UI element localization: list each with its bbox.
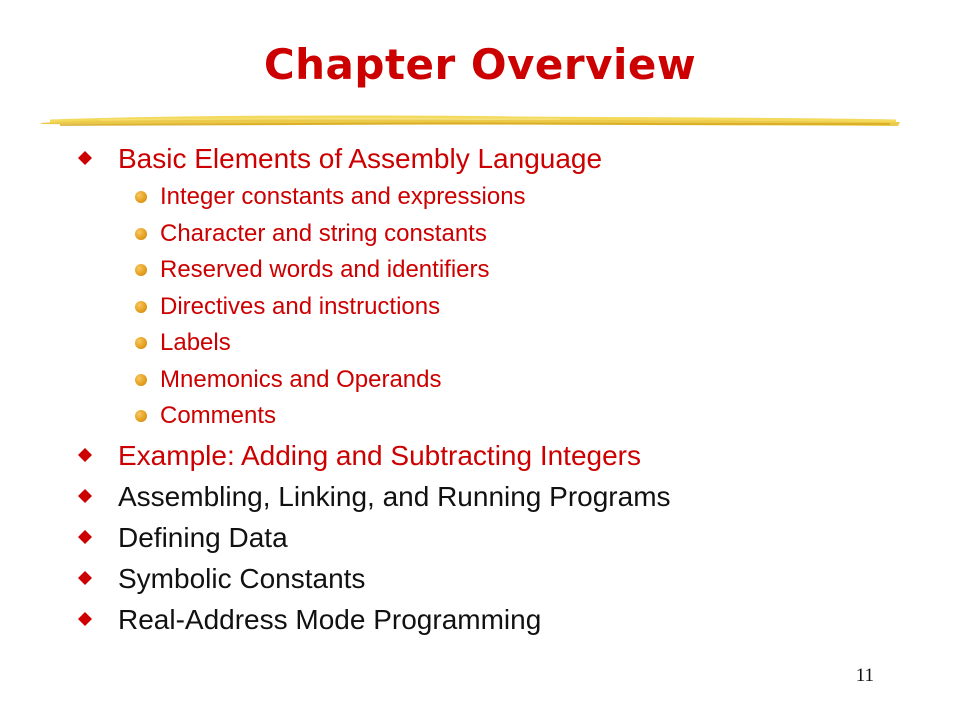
circle-bullet-icon bbox=[135, 264, 147, 276]
sub-item bbox=[78, 398, 938, 435]
outline-item-symbolic-constants bbox=[78, 558, 938, 599]
sub-outline-list bbox=[78, 179, 938, 435]
outline-item-example bbox=[78, 435, 938, 476]
sub-item-text: Labels bbox=[160, 329, 231, 356]
diamond-bullet-icon bbox=[78, 489, 92, 503]
sub-item bbox=[78, 216, 938, 253]
sub-item-text: Mnemonics and Operands bbox=[160, 365, 442, 393]
sub-item-text: Comments bbox=[160, 402, 277, 429]
diamond-bullet-icon bbox=[78, 571, 92, 585]
sub-item-text: Integer constants and expressions bbox=[160, 183, 526, 210]
outline-item-text: Example: Adding and Subtracting Integers bbox=[118, 439, 642, 471]
sublist-container bbox=[78, 179, 938, 435]
circle-bullet-icon bbox=[135, 374, 147, 386]
outline-item-text: Defining Data bbox=[118, 521, 288, 553]
diamond-bullet-icon bbox=[78, 448, 92, 462]
outline-item-text: Assembling, Linking, and Running Programs bbox=[118, 480, 671, 512]
sub-item bbox=[78, 179, 938, 216]
outline-item-defining-data bbox=[78, 517, 938, 558]
outline-item-text: Symbolic Constants bbox=[118, 562, 366, 594]
page-number: 11 bbox=[855, 665, 874, 686]
title-underline-decoration bbox=[40, 110, 900, 134]
outline-item-basic-elements bbox=[78, 138, 938, 179]
outline-item-real-address-mode bbox=[78, 599, 938, 640]
sub-item bbox=[78, 289, 938, 326]
circle-bullet-icon bbox=[135, 337, 147, 349]
diamond-bullet-icon bbox=[78, 612, 92, 626]
diamond-bullet-icon bbox=[78, 151, 92, 165]
sub-item-text: Character and string constants bbox=[160, 219, 487, 247]
sub-item-text: Directives and instructions bbox=[160, 292, 441, 320]
sub-item bbox=[78, 252, 938, 289]
diamond-bullet-icon bbox=[78, 530, 92, 544]
circle-bullet-icon bbox=[135, 301, 147, 313]
outline-list bbox=[78, 138, 938, 640]
outline-item-text: Real-Address Mode Programming bbox=[118, 603, 542, 635]
slide-title: Chapter Overview bbox=[263, 40, 697, 89]
outline-item-text: Basic Elements of Assembly Language bbox=[118, 143, 603, 174]
sub-item bbox=[78, 362, 938, 399]
circle-bullet-icon bbox=[135, 410, 147, 422]
circle-bullet-icon bbox=[135, 191, 147, 203]
outline-item-assembling bbox=[78, 476, 938, 517]
sub-item bbox=[78, 325, 938, 362]
circle-bullet-icon bbox=[135, 228, 147, 240]
sub-item-text: Reserved words and identifiers bbox=[160, 256, 490, 283]
